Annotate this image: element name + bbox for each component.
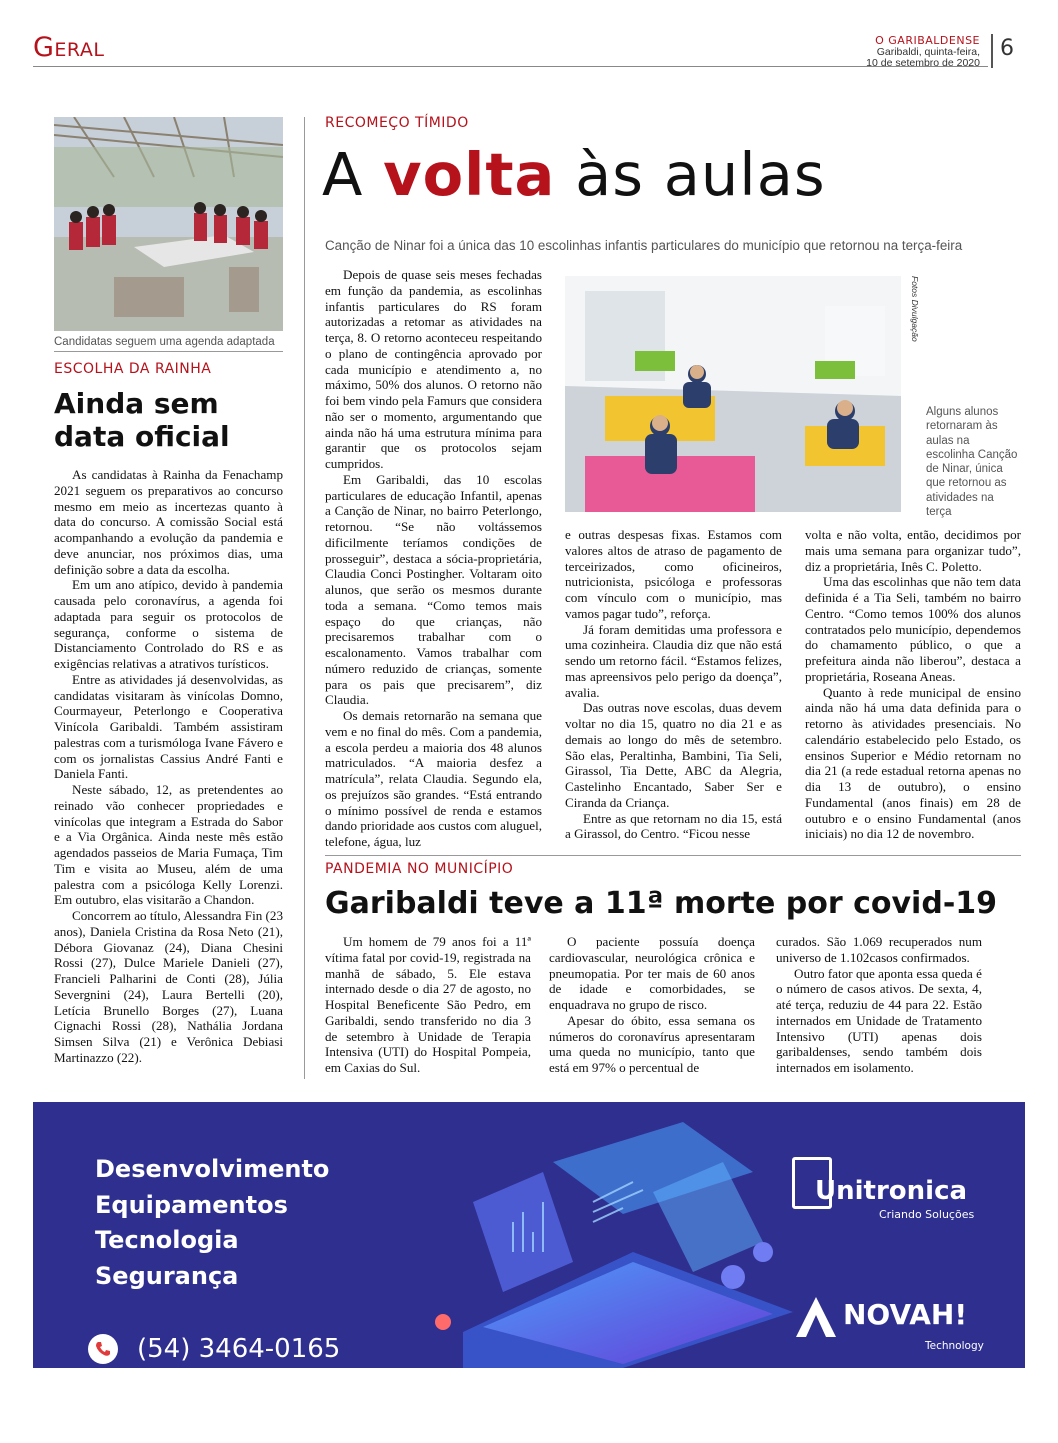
unitronica-tagline: Criando Soluções: [879, 1208, 975, 1221]
classroom-illustration: [565, 276, 901, 512]
paper-name: O GARIBALDENSE: [875, 34, 980, 47]
page-number: 6: [1000, 36, 1014, 61]
date-line-2: 10 de setembro de 2020: [866, 57, 980, 69]
advertisement[interactable]: [33, 1102, 1025, 1368]
sidebar-paragraph: Concorrem ao título, Alessandra Fin (23 anos), Daniela Cristina da Rosa Neto (21), Débora Giovanaz (24), Diana Chesini Rossi (27), Dulce Mariele Danieli (27), Francieli Palharini de Conti (28), Júlia Severgnini (24), Laura Bertelli (20), Letícia Brunello Borges (27), Luana Cignachi Rossi (28), Nathália Jordana Simsen Silva (21) e Verônica Debiasi Martinazzo (22).: [54, 908, 283, 1065]
main-subhead: Canção de Ninar foi a única das 10 escolinhas infantis particulares do município que retornou na terça-feira: [325, 238, 963, 253]
main-paragraph: Das outras nove escolas, duas devem voltar no dia 15, quatro no dia 21 e as demais ao longo do mês de setembro. São elas, Peraltinha, Bambini, Tia Seli, Girassol, Tia Dette, ABC da Alegria, Castelinho Encantado, Saber Ser e Ciranda da Criança.: [565, 700, 782, 810]
novah-logo-icon: [794, 1295, 838, 1339]
sidebar-paragraph: Entre as atividades já desenvolvidas, as candidatas visitaram às vinícolas Domno, Courmayeur, Peterlongo e Cooperativa Vinícola Garibaldi. Também assistiram palestras com a turismóloga Ivane Fávero e com os jornalistas Cassius André Fanti e Daniela Fanti.: [54, 671, 283, 782]
ad-service-line: Segurança: [95, 1261, 239, 1290]
main-headline: [322, 140, 826, 210]
date-line: [866, 47, 980, 69]
ad-phone[interactable]: (54) 3464-0165: [137, 1334, 341, 1364]
main-paragraph: Uma das escolinhas que não tem data definida é a Tia Seli, também no bairro Centro. “Como temos 100% dos alunos contratados pelo município, dependemos do chamamento público, o que a prefeitura ainda não liberou”, destaca a proprietária, Roseana Aneas.: [805, 574, 1021, 684]
main-paragraph: e outras despesas fixas. Estamos com valores altos de atraso de pagamento de terceirizados, como oficineiros, nutricionista, psicóloga e professoras com vínculo com o município, mas vamos pagar tudo”, reforça.: [565, 527, 782, 621]
covid-col-2: [549, 934, 755, 1076]
sidebar-headline-line-1: Ainda sem: [54, 387, 219, 420]
main-col-3: [805, 527, 1021, 842]
covid-col-1: [325, 934, 531, 1076]
sidebar-headline: [54, 387, 230, 453]
novah-name: NOVAH!: [843, 1298, 968, 1331]
date-line-1: Garibaldi, quinta-feira,: [876, 46, 980, 58]
caption-rule: [54, 351, 283, 352]
main-paragraph: Em Garibaldi, das 10 escolas particulares de educação Infantil, apenas a Canção de Ninar, no bairro Peterlongo, retornou. “Se não voltássemos dificilmente teríamos condições de prosseguir”, destaca a sócia-proprietária, Claudia Conci Postingher. Voltaram oito alunos, que serão os mesmos durante toda a semana. “Como temos mais espaço do que crianças, não precisaremos trabalhar com o escalonamento. Vamos trabalhar com número reduzido de crianças, somente para os pais que precisarem”, diz Claudia.: [325, 471, 542, 708]
main-col-2: [565, 527, 782, 842]
novah-tagline: Technology: [925, 1340, 984, 1352]
main-paragraph: volta e não volta, então, decidimos por mais uma semana para organizar tudo”, diz a proprietária, Inês C. Poletto.: [805, 527, 1021, 574]
sidebar-body: [54, 467, 283, 1066]
ad-services: [95, 1152, 329, 1294]
covid-kicker: PANDEMIA NO MUNICÍPIO: [325, 861, 514, 877]
main-paragraph: Entre as que retornam no dia 15, está a Girassol, do Centro. “Ficou nesse: [565, 810, 782, 842]
covid-paragraph: O paciente possuía doença cardiovascular, neurológica crônica e pneumopatia. Por ter mais de 60 anos de idade e comorbidades, se enquadrava no grupo de risco.: [549, 934, 755, 1012]
photo-credit: [908, 276, 918, 356]
covid-paragraph: curados. São 1.069 recuperados num universo de 1.102casos confirmados.: [776, 934, 982, 965]
main-headline-part-3: às aulas: [555, 140, 826, 209]
main-col-1: [325, 267, 542, 850]
main-paragraph: Os demais retornarão na semana que vem e no final do mês. Com a pandemia, a escola perdeu a maioria dos 48 alunos matriculados. “A maioria desfez a matrícula”, relata Claudia. Segundo ela, os prejuízos são grandes. “Está entrando o mínimo possível de renda e estamos dando prioridade aos custos com aluguel, telefone, água, luz: [325, 708, 542, 849]
main-paragraph: Depois de quase seis meses fechadas em função da pandemia, as escolinhas infantis particulares do RS foram autorizadas a retomar as atividades na terça, 8. O retorno aconteceu respeitando o plano de contingência aprovado por cada município e atendimento a, no máximo, 50% dos alunos. O retorno não foi bem vindo pela Famurs que considera não ser o momento, argumentando que ainda não há uma estrutura mínima para garantir que os protocolos sejam cumpridos.: [325, 267, 542, 471]
covid-paragraph: Outro fator que aponta essa queda é o número de casos ativos. De sexta, 4, até terça, reduziu de 44 para 22. Estão internados em Unidade de Tratamento Intensivo (UTI) apenas dois garibaldenses, sendo também dois internados em isolamento.: [776, 965, 982, 1075]
ad-service-line: Equipamentos: [95, 1190, 288, 1219]
sidebar-headline-line-2: data oficial: [54, 420, 230, 453]
candidates-photo: [54, 117, 283, 331]
pergola-illustration: [54, 117, 283, 331]
unitronica-name: Unitronica: [815, 1176, 968, 1206]
page-number-divider: [991, 34, 993, 68]
main-headline-part-1: A: [322, 140, 384, 209]
candidates-photo-caption: Candidatas seguem uma agenda adaptada: [54, 336, 275, 348]
header-rule: [33, 66, 988, 67]
photo-credit-text: Fotos Divulgação: [910, 276, 920, 342]
classroom-photo: [565, 276, 901, 512]
column-divider: [304, 117, 305, 1079]
covid-paragraph: Apesar do óbito, essa semana os números do coronavírus apresentaram uma queda no município, tanto que está em 97% o percentual de: [549, 1012, 755, 1075]
sidebar-paragraph: Em um ano atípico, devido à pandemia causada pelo coronavírus, a agenda foi adaptada para seguir os protocolos de segurança, conforme o sistema de Distanciamento Controlado do RS e as exigências relativas a atrativos turísticos.: [54, 577, 283, 671]
sidebar-paragraph: As candidatas à Rainha da Fenachamp 2021 seguem os preparativos ao concurso mesmo em meio as incertezas quanto à data do concurso. A comissão Social está acompanhando a evolução da pandemia e deve anunciar, nos próximos dias, uma definição sobre a data da escolha.: [54, 467, 283, 577]
covid-headline: Garibaldi teve a 11ª morte por covid-19: [325, 886, 998, 921]
ad-service-line: Desenvolvimento: [95, 1155, 330, 1183]
covid-col-3: [776, 934, 982, 1076]
sidebar-paragraph: Neste sábado, 12, as pretendentes ao reinado vão conhecer propriedades e vinícolas que integram a Estrada do Sabor e a Via Orgânica. Ainda neste mês estão agendados passeios de Maria Fumaça, Tim Tim e visita ao Museu, além de uma palestra com a psicóloga Kelly Lorenzi. Em outubro, elas visitarão a Chandon.: [54, 782, 283, 908]
covid-rule: [325, 855, 1021, 856]
sidebar-kicker: ESCOLHA DA RAINHA: [54, 361, 212, 377]
phone-icon: [88, 1334, 118, 1364]
classroom-photo-caption: Alguns alunos retornaram às aulas na escolinha Canção de Ninar, única que retornou as atividades na terça: [926, 406, 1018, 519]
ad-service-line: Tecnologia: [95, 1226, 239, 1254]
main-paragraph: Quanto à rede municipal de ensino ainda não há uma data definida para o retorno às atividades presenciais. No calendário estabelecido pelo Estado, os ensinos Superior e Médio retornam no dia 21 (a rede estadual retorna apenas no dia 13 de outubro), o ensino Fundamental (anos finais) em 28 de outubro e o ensino Fundamental (anos iniciais) no dia 12 de novembro.: [805, 684, 1021, 842]
covid-paragraph: Um homem de 79 anos foi a 11ª vítima fatal por covid-19, registrada na manhã de sábado, 5. Ele estava internado desde o dia 27 de agosto, no Hospital Beneficente São Pedro, em Garibaldi, sendo transferido no dia 3 de setembro à Unidade de Terapia Intensiva (UTI) do Hospital Pompeia, em Caxias do Sul.: [325, 934, 531, 1075]
main-headline-highlight: volta: [383, 140, 556, 209]
main-paragraph: Já foram demitidas uma professora e uma cozinheira. Claudia diz que não está sendo um retorno fácil. “Estamos felizes, mas apreensivos pelo perigo da doença”, avalia.: [565, 621, 782, 700]
main-kicker: RECOMEÇO TÍMIDO: [325, 115, 469, 131]
section-title: Geral: [33, 32, 105, 63]
